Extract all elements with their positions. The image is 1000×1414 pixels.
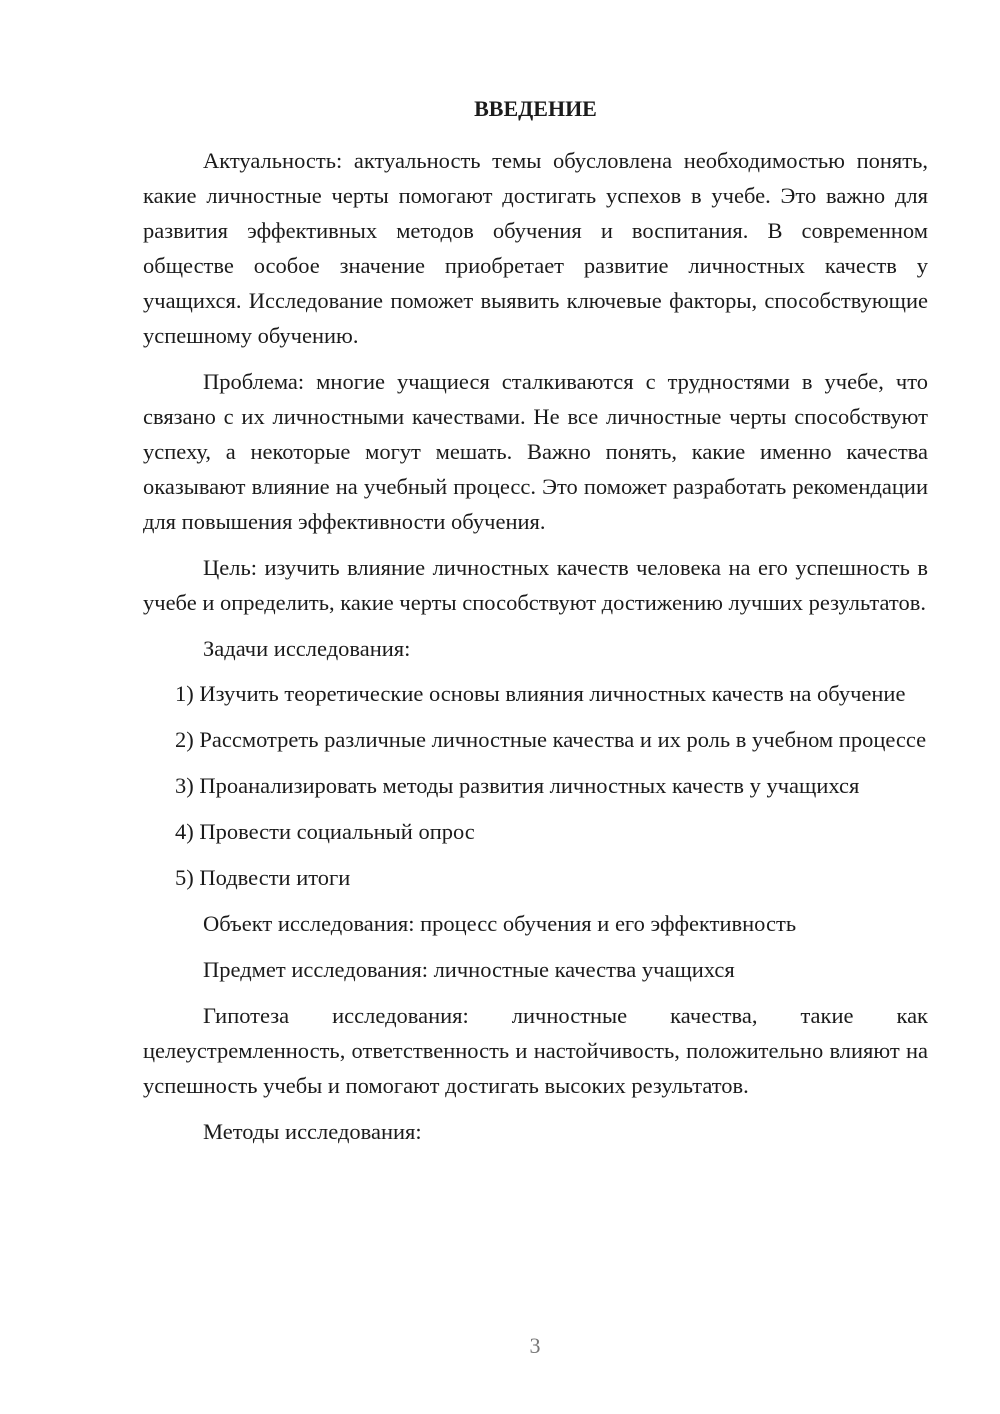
- task-item-5: 5) Подвести итоги: [175, 865, 351, 890]
- task-item-2: 2) Рассмотреть различные личностные качества и их роль в учебном процессе: [175, 727, 927, 752]
- paragraph-goal: Цель: изучить влияние личностных качеств человека на его успешность в учебе и определить, какие черты способствуют достижению лучших результатов.: [143, 555, 928, 615]
- task-item-4: 4) Провести социальный опрос: [175, 819, 475, 844]
- paragraph-object: Объект исследования: процесс обучения и его эффективность: [203, 911, 797, 936]
- paragraph-tasks-title: Задачи исследования:: [203, 636, 411, 661]
- paragraph-hypothesis: Гипотеза исследования: личностные качества, такие как целеустремленность, ответственность и настойчивость, положительно влияют на успешность учебы и помогают достигать высоких результатов.: [143, 1003, 928, 1098]
- paragraph-relevance: Актуальность: актуальность темы обусловлена необходимостью понять, какие личностные черты помогают достигать успехов в учебе. Это важно для развития эффективных методов обучения и воспитания. В современном обществе особое значение приобретает развитие личностных качеств у учащихся. Исследование поможет выявить ключевые факторы, способствующие успешному обучению.: [143, 148, 928, 348]
- paragraph-problem: Проблема: многие учащиеся сталкиваются с трудностями в учебе, что связано с их личностными качествами. Не все личностные черты способствуют успеху, а некоторые могут мешать. Важно понять, какие именно качества оказывают влияние на учебный процесс. Это поможет разработать рекомендации для повышения эффективности обучения.: [143, 369, 928, 534]
- page-number: 3: [529, 1333, 541, 1358]
- task-item-1: 1) Изучить теоретические основы влияния личностных качеств на обучение: [175, 681, 906, 706]
- task-item-3: 3) Проанализировать методы развития личностных качеств у учащихся: [175, 773, 860, 798]
- paragraph-methods-title: Методы исследования:: [203, 1119, 422, 1144]
- paragraph-subject: Предмет исследования: личностные качества учащихся: [203, 957, 735, 982]
- page-title: ВВЕДЕНИЕ: [474, 96, 597, 121]
- page-content: [143, 94, 928, 1160]
